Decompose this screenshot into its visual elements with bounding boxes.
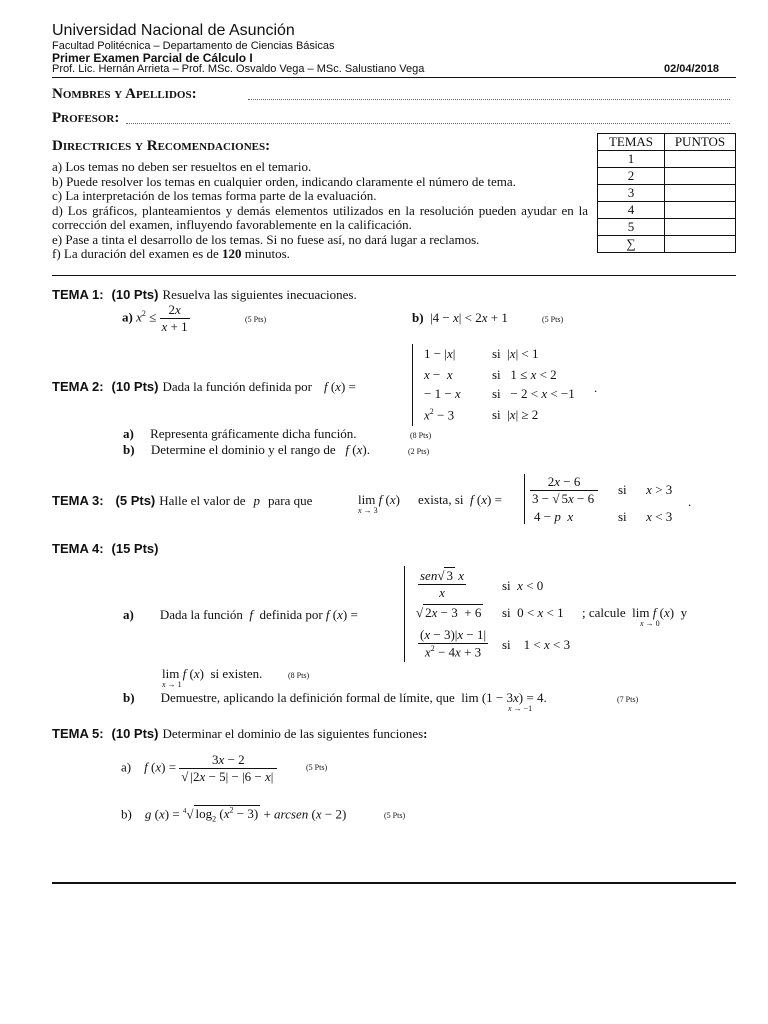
tema2-piece-3: − 1 − x (424, 386, 461, 401)
tema5-item-b: b) g (x) = $^4$√ $\log_2 (x^2 - 3)$ + arcsen (x − 2) (121, 806, 347, 824)
score-col-temas: TEMAS (598, 134, 665, 151)
score-cell[interactable] (665, 236, 736, 253)
exam-title: Primer Examen Parcial de Cálculo I (52, 51, 253, 65)
score-row-label: 5 (598, 219, 665, 236)
tema2-period: . (594, 380, 598, 395)
names-field[interactable] (248, 99, 730, 100)
tema2-cond-1: si |x| < 1 (492, 346, 539, 361)
header-rule (52, 77, 736, 78)
tema4-brace (404, 566, 405, 662)
directives-list (52, 160, 588, 262)
tema1-heading: TEMA 1: (10 Pts) Resuelva las siguientes inecuaciones. (52, 287, 357, 302)
tema4-calc: ; calcule lim f (x) y (582, 605, 688, 620)
tema2-cond-3: si − 2 < x < −1 (492, 386, 575, 401)
tema2-item-a: a) Representa gráficamente dicha función. (123, 426, 357, 441)
tema4-cond-3: si 1 < x < 3 (502, 637, 571, 652)
tema4-limit-sub-0: x → 0 (640, 619, 660, 628)
tema4-cond-1: si x < 0 (502, 578, 544, 593)
tema4-limit-1: lim f (x) si existen. (162, 666, 263, 681)
tema5-heading: TEMA 5: (10 Pts) Determinar el dominio de las siguientes funciones: (52, 726, 428, 741)
tema4-cond-2: si 0 < x < 1 (502, 605, 564, 620)
directive-item: a) Los temas no deben ser resueltos en el temario. (52, 159, 312, 174)
tema4-item-a: a) Dada la función f definida por f (x) = (123, 607, 358, 622)
score-col-puntos: PUNTOS (665, 134, 736, 151)
directive-item: b) Puede resolver los temas en cualquier orden, indicando claramente el número de tema. (52, 173, 516, 189)
directive-item: f) La duración del examen es de 120 minutos. (52, 246, 290, 261)
tema4-limit-sub-b: x → −1 (508, 704, 533, 713)
tema1-b-points: (5 Pts) (542, 315, 564, 324)
names-label: Nombres y Apellidos: (52, 86, 197, 102)
tema4-a-points: (8 Pts) (288, 671, 310, 680)
tema4-heading: TEMA 4: (15 Pts) (52, 541, 159, 556)
tema1-item-b: b) |4 − x| < 2x + 1 (412, 310, 508, 325)
score-row-label: ∑ (598, 236, 665, 253)
score-row-label: 2 (598, 168, 665, 185)
tema4-piece-2: √ 2x − 3 + 6 (416, 605, 482, 620)
score-row-label: 1 (598, 151, 665, 168)
exam-date: 02/04/2018 (664, 63, 720, 75)
tema3-brace (524, 474, 525, 524)
tema4-piece-3: $\frac{(x - 3)|x - 1|}{x^2 - 4x + 3}$ (420, 627, 487, 660)
tema3-heading: TEMA 3: (5 Pts) Halle el valor de p para que (52, 493, 313, 508)
footer-rule (52, 882, 736, 884)
directives-title: Directrices y Recomendaciones: (52, 138, 271, 154)
directive-item: e) Pase a tinta el desarrollo de los temas. Si no fuese así, no dará lugar a reclamos. (52, 231, 480, 247)
tema5-a-points: (5 Pts) (306, 763, 328, 772)
tema3-limit-sub: x → 3 (358, 506, 378, 515)
tema2-piece-2: x − x (424, 367, 453, 382)
tema3-period: . (688, 494, 692, 509)
tema4-b-points: (7 Pts) (617, 695, 639, 704)
tema5-item-a: a) f (x) = $\frac{3x - 2}{√ |2x - 5| - |6 - x|}$ (121, 752, 277, 785)
tema1-item-a: a) $x^2$ ≤ $\frac{2x}{x + 1}$ (122, 302, 188, 334)
tema3-piece-1: $\frac{2x - 6}{3 - √ 5x - 6}$ (530, 474, 598, 507)
tema2-item-b: b) Determine el dominio y el rango de f (x). (123, 442, 370, 457)
score-table (597, 133, 736, 253)
score-row-label: 4 (598, 202, 665, 219)
score-cell[interactable] (665, 202, 736, 219)
tema2-b-points: (2 Pts) (408, 447, 430, 456)
tema3-cond-2: si x < 3 (618, 509, 673, 524)
professor-label: Profesor: (52, 110, 120, 126)
tema2-cond-4: si |x| ≥ 2 (492, 407, 539, 422)
tema4-piece-1: $\frac{\text{sen√ 3 x}}{x}$ (420, 568, 465, 600)
score-row-label: 3 (598, 185, 665, 202)
tema1-a-points: (5 Pts) (245, 315, 267, 324)
professor-field[interactable] (126, 123, 730, 124)
score-cell[interactable] (665, 168, 736, 185)
directive-item: d) Los gráficos, planteamientos y demás elementos utilizados en la resolución pueden ayudar en la corrección del examen, influyendo favorablemente en la calificación. (52, 202, 588, 232)
tema3-limit: lim f (x) (358, 492, 400, 507)
tema2-heading: TEMA 2: (10 Pts) Dada la función definida por f (x) = (52, 379, 356, 394)
tema4-limit-sub-1: x → 1 (162, 680, 182, 689)
score-cell[interactable] (665, 151, 736, 168)
tema2-cond-2: si 1 ≤ x < 2 (492, 367, 557, 382)
tema3-cond-1: si x > 3 (618, 482, 673, 497)
directive-item: c) La interpretación de los temas forma parte de la evaluación. (52, 188, 377, 203)
tema5-b-points: (5 Pts) (384, 811, 406, 820)
tema2-piece-1: 1 − |x| (424, 346, 456, 361)
university-name: Universidad Nacional de Asunción (52, 22, 295, 39)
tema2-piece-4: $x^2 - 3$ (424, 407, 455, 423)
directives-rule (52, 275, 736, 276)
tema2-brace (412, 344, 413, 426)
tema3-text-exists: exista, si f (x) = (418, 492, 502, 507)
score-cell[interactable] (665, 185, 736, 202)
tema3-piece-2: 4 − p x (534, 509, 574, 524)
tema4-item-b: b) Demuestre, aplicando la definición formal de límite, que lim (1 − 3x) = 4. (123, 690, 547, 705)
professors-line: Prof. Lic. Hernán Arrieta – Prof. MSc. Osvaldo Vega – MSc. Salustiano Vega (52, 63, 425, 75)
faculty-line: Facultad Politécnica – Departamento de Ciencias Básicas (52, 40, 335, 52)
tema2-a-points: (8 Pts) (410, 431, 432, 440)
score-cell[interactable] (665, 219, 736, 236)
